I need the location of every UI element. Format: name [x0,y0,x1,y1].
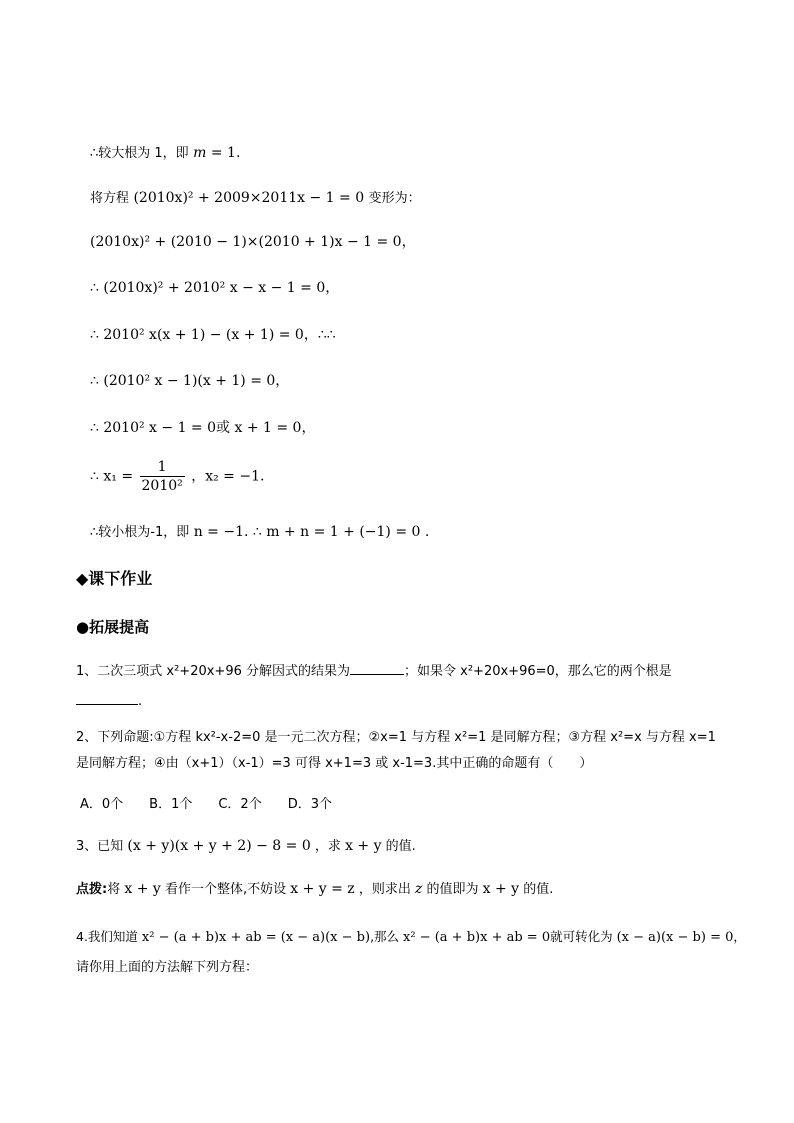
math-var: m [193,145,207,161]
text: 的值. [385,839,416,854]
answer-blank [350,660,404,675]
math-expr: n = −1. ∴ m + n = 1 + (−1) = 0 . [193,524,430,540]
math-expr: x + y [345,838,382,854]
text: 将方程 [90,191,130,206]
text: ，则求出 [358,882,411,897]
solution-line-2 [90,188,421,209]
text: 1、二次三项式 x²+20x+96 分解因式的结果为 [76,664,351,679]
math-expr: ∴ x₁ = [90,468,134,485]
math-expr: (2010x)² + 2009×2011x − 1 = 0 [133,190,365,206]
text: ∴较大根为 1，即 [90,146,189,161]
text: ；如果令 x²+20x+96=0，那么它的两个根是 [404,664,672,679]
fraction [140,458,185,495]
problem-4-line-2: 请你用上面的方法解下列方程： [76,960,259,975]
text: ,那么 [370,929,400,944]
text: 3、已知 [76,839,124,854]
solution-line-7: ∴ 2010² x − 1 = 0或 x + 1 = 0， [90,420,316,436]
hint-line [76,879,553,900]
text: 的值即为 [426,882,479,897]
text: . [138,694,143,709]
solution-line-4: ∴ (2010x)² + 2010² x − x − 1 = 0， [90,280,340,296]
math-expr: (x + y)(x + y + 2) − 8 = 0 [127,838,311,854]
problem-4-line-1 [76,927,746,948]
hint-label: 点拨: [76,882,108,897]
math-expr: x + y [482,881,520,897]
problem-2-line-1: 2、下列命题:①方程 kx²-x-2=0 是一元二次方程；②x=1 与方程 x²=1 是同解方程；③方程 x²=x 与方程 x=1 [76,730,716,745]
text: 变形为： [368,191,421,206]
answer-blank [76,690,138,705]
text: 就可转化为 [550,929,613,944]
problem-2-options: A．0个 B．1个 C．2个 D．3个 [80,797,332,812]
math-var: z [414,881,423,897]
math-expr: (x − a)(x − b) = 0 [616,930,734,945]
solution-line-1 [90,143,240,164]
solution-line-5: ∴ 2010² x(x + 1) − (x + 1) = 0，∴∴ [90,327,336,343]
text: 将 [107,882,121,897]
solution-line-6: ∴ (2010² x − 1)(x + 1) = 0， [90,373,290,389]
math-expr: x² − (a + b)x + ab = 0 [403,930,551,945]
solution-line-8 [90,458,264,495]
text: ∴较小根为-1，即 [90,525,190,540]
section-subtitle: ●拓展提高 [76,618,150,636]
text: ， [733,929,746,944]
problem-1-line-2 [76,690,142,712]
text: 的值. [523,882,554,897]
problem-1-line-1 [76,660,672,682]
math-expr: x + y [124,881,161,897]
problem-2-line-2: 是同解方程；④由（x+1）（x-1）=3 可得 x+1=3 或 x-1=3.其中正确的命题有（ ） [76,756,593,771]
fraction-numerator: 1 [140,458,185,477]
math-expr: ，x₂ = −1. [191,468,265,485]
text: ，求 [314,839,341,854]
text: 4.我们知道 [76,929,138,944]
solution-line-3: (2010x)² + (2010 − 1)×(2010 + 1)x − 1 = 0， [90,234,416,250]
math-expr: x² − (a + b)x + ab = (x − a)(x − b) [141,930,371,945]
problem-3 [76,836,416,857]
fraction-denominator: 2010² [141,478,183,494]
solution-line-9 [90,522,429,543]
math-expr: = 1. [210,145,241,161]
section-title: ◆课下作业 [76,569,153,588]
math-expr: x + y = z [290,881,355,897]
text: 看作一个整体,不妨设 [164,882,287,897]
